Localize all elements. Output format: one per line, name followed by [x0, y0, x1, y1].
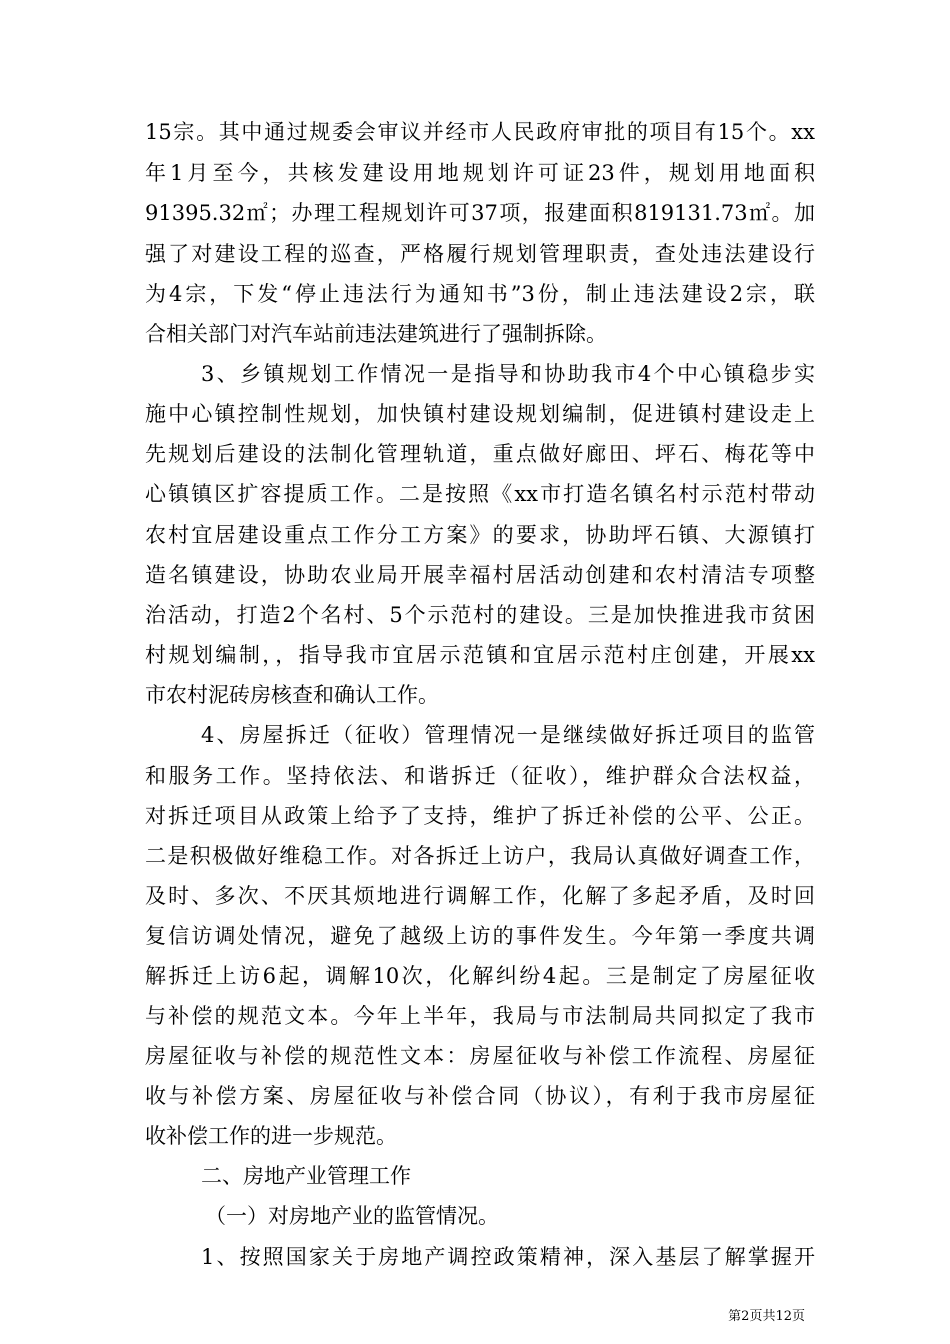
paragraph-line: 为4宗，下发“停止违法行为通知书”3份，制止违法建设2宗，联: [145, 282, 815, 306]
paragraph-line: 年1月至今，共核发建设用地规划许可证23件，规划用地面积: [145, 161, 815, 185]
paragraph-line: 15宗。其中通过规委会审议并经市人民政府审批的项目有15个。xx: [145, 120, 815, 144]
paragraph-line: 4、房屋拆迁（征收）管理情况一是继续做好拆迁项目的监管: [201, 723, 815, 747]
paragraph-line: 收与补偿方案、房屋征收与补偿合同（协议），有利于我市房屋征: [145, 1084, 815, 1108]
paragraph-line: 施中心镇控制性规划，加快镇村建设规划编制，促进镇村建设走上: [145, 402, 815, 426]
paragraph-line: 及时、多次、不厌其烦地进行调解工作，化解了多起矛盾，及时回: [145, 884, 815, 908]
paragraph-line: 强了对建设工程的巡查，严格履行规划管理职责，查处违法建设行: [145, 242, 815, 266]
paragraph-line: 收补偿工作的进一步规范。: [145, 1124, 397, 1148]
paragraph-line: 1、按照国家关于房地产调控政策精神，深入基层了解掌握开: [201, 1245, 815, 1269]
paragraph-line: 治活动，打造2个名村、5个示范村的建设。三是加快推进我市贫困: [145, 603, 815, 627]
paragraph-line: 房屋征收与补偿的规范性文本：房屋征收与补偿工作流程、房屋征: [145, 1044, 815, 1068]
paragraph-line: 先规划后建设的法制化管理轨道，重点做好廊田、坪石、梅花等中: [145, 442, 815, 466]
subsection-heading: （一）对房地产业的监管情况。: [205, 1204, 499, 1228]
paragraph-line: 造名镇建设，协助农业局开展幸福村居活动创建和农村清洁专项整: [145, 563, 815, 587]
page-number-footer: 第2页共12页: [728, 1309, 805, 1324]
paragraph-line: 与补偿的规范文本。今年上半年，我局与市法制局共同拟定了我市: [145, 1004, 815, 1028]
paragraph-line: 农村宜居建设重点工作分工方案》的要求，协助坪石镇、大源镇打: [145, 523, 815, 547]
paragraph-line: 复信访调处情况，避免了越级上访的事件发生。今年第一季度共调: [145, 924, 815, 948]
paragraph-line: 心镇镇区扩容提质工作。二是按照《xx市打造名镇名村示范村带动: [145, 482, 815, 506]
paragraph-line: 91395.32㎡；办理工程规划许可37项，报建面积819131.73㎡。加: [145, 201, 815, 225]
paragraph-line: 合相关部门对汽车站前违法建筑进行了强制拆除。: [145, 322, 607, 346]
section-heading: 二、房地产业管理工作: [201, 1164, 411, 1188]
paragraph-line: 市农村泥砖房核查和确认工作。: [145, 683, 439, 707]
paragraph-line: 二是积极做好维稳工作。对各拆迁上访户，我局认真做好调查工作，: [145, 844, 815, 868]
paragraph-line: 和服务工作。坚持依法、和谐拆迁（征收），维护群众合法权益，: [145, 764, 815, 788]
paragraph-line: 对拆迁项目从政策上给予了支持，维护了拆迁补偿的公平、公正。: [145, 804, 815, 828]
paragraph-line: 村规划编制，，指导我市宜居示范镇和宜居示范村庄创建，开展xx: [145, 643, 815, 667]
paragraph-line: 3、乡镇规划工作情况一是指导和协助我市4个中心镇稳步实: [201, 362, 815, 386]
paragraph-line: 解拆迁上访6起，调解10次，化解纠纷4起。三是制定了房屋征收: [145, 964, 815, 988]
